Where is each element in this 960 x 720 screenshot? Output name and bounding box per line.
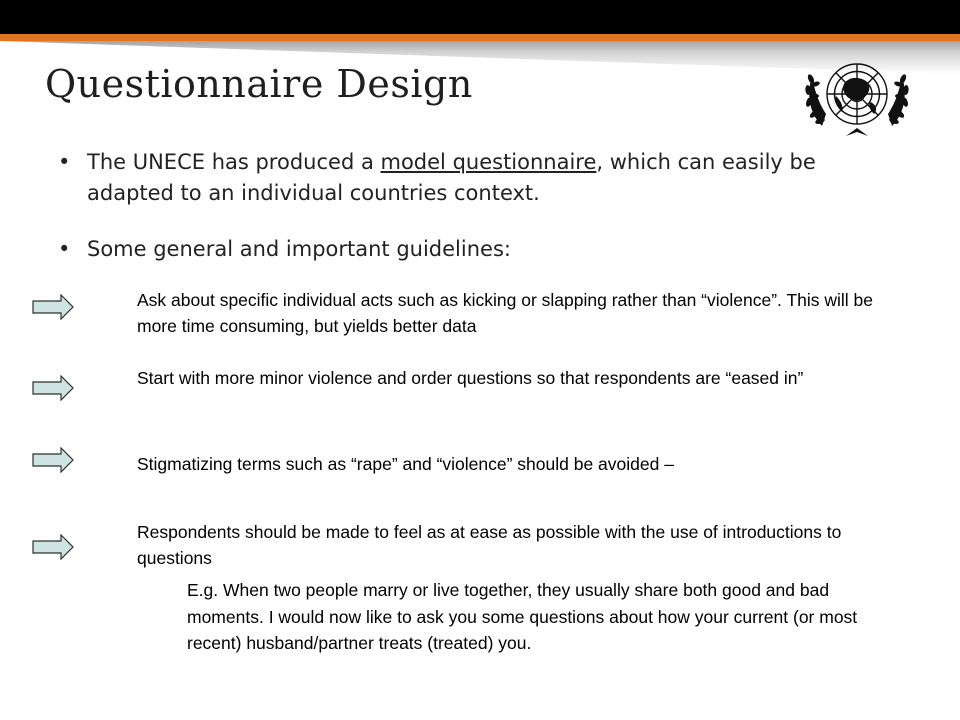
guideline-specific-acts: Ask about specific individual acts such as kicking or slapping rather than “violence”. This will be more time consuming, but yields better data — [137, 290, 874, 336]
bullet-text-end: , which can easily be adapted to an individual countries context. — [87, 150, 816, 205]
un-emblem-icon — [796, 48, 918, 148]
right-arrow-icon — [32, 375, 74, 401]
right-arrow-icon — [32, 534, 74, 560]
model-questionnaire-link[interactable]: model questionnaire — [380, 150, 597, 174]
bullet-text — [87, 147, 858, 209]
header-black-bar — [0, 0, 960, 34]
bullet-dot: • — [58, 237, 71, 261]
bullet-unece-model — [58, 147, 858, 209]
bullet-text-start: The UNECE has produced a — [87, 150, 381, 174]
slide-title: Questionnaire Design — [45, 62, 473, 106]
header-accent-stripe — [0, 34, 960, 41]
right-arrow-icon — [32, 447, 74, 473]
bullet-text: Some general and important guidelines: — [87, 237, 511, 261]
bullet-guidelines-intro — [58, 234, 858, 265]
guideline-introductions: Respondents should be made to feel as at ease as possible with the use of introductions to questions — [137, 522, 842, 568]
right-arrow-icon — [32, 294, 74, 320]
example-introduction-text: E.g. When two people marry or live together, they usually share both good and bad moments. I would now like to ask you some questions about how your current (or most recent) husband/partner treats (treated) you. — [187, 580, 858, 653]
guideline-avoid-stigmatizing-terms: Stigmatizing terms such as “rape” and “violence” should be avoided – — [137, 454, 674, 474]
guideline-minor-violence-first: Start with more minor violence and order questions so that respondents are “eased in” — [137, 368, 804, 388]
bullet-dot: • — [58, 150, 71, 174]
